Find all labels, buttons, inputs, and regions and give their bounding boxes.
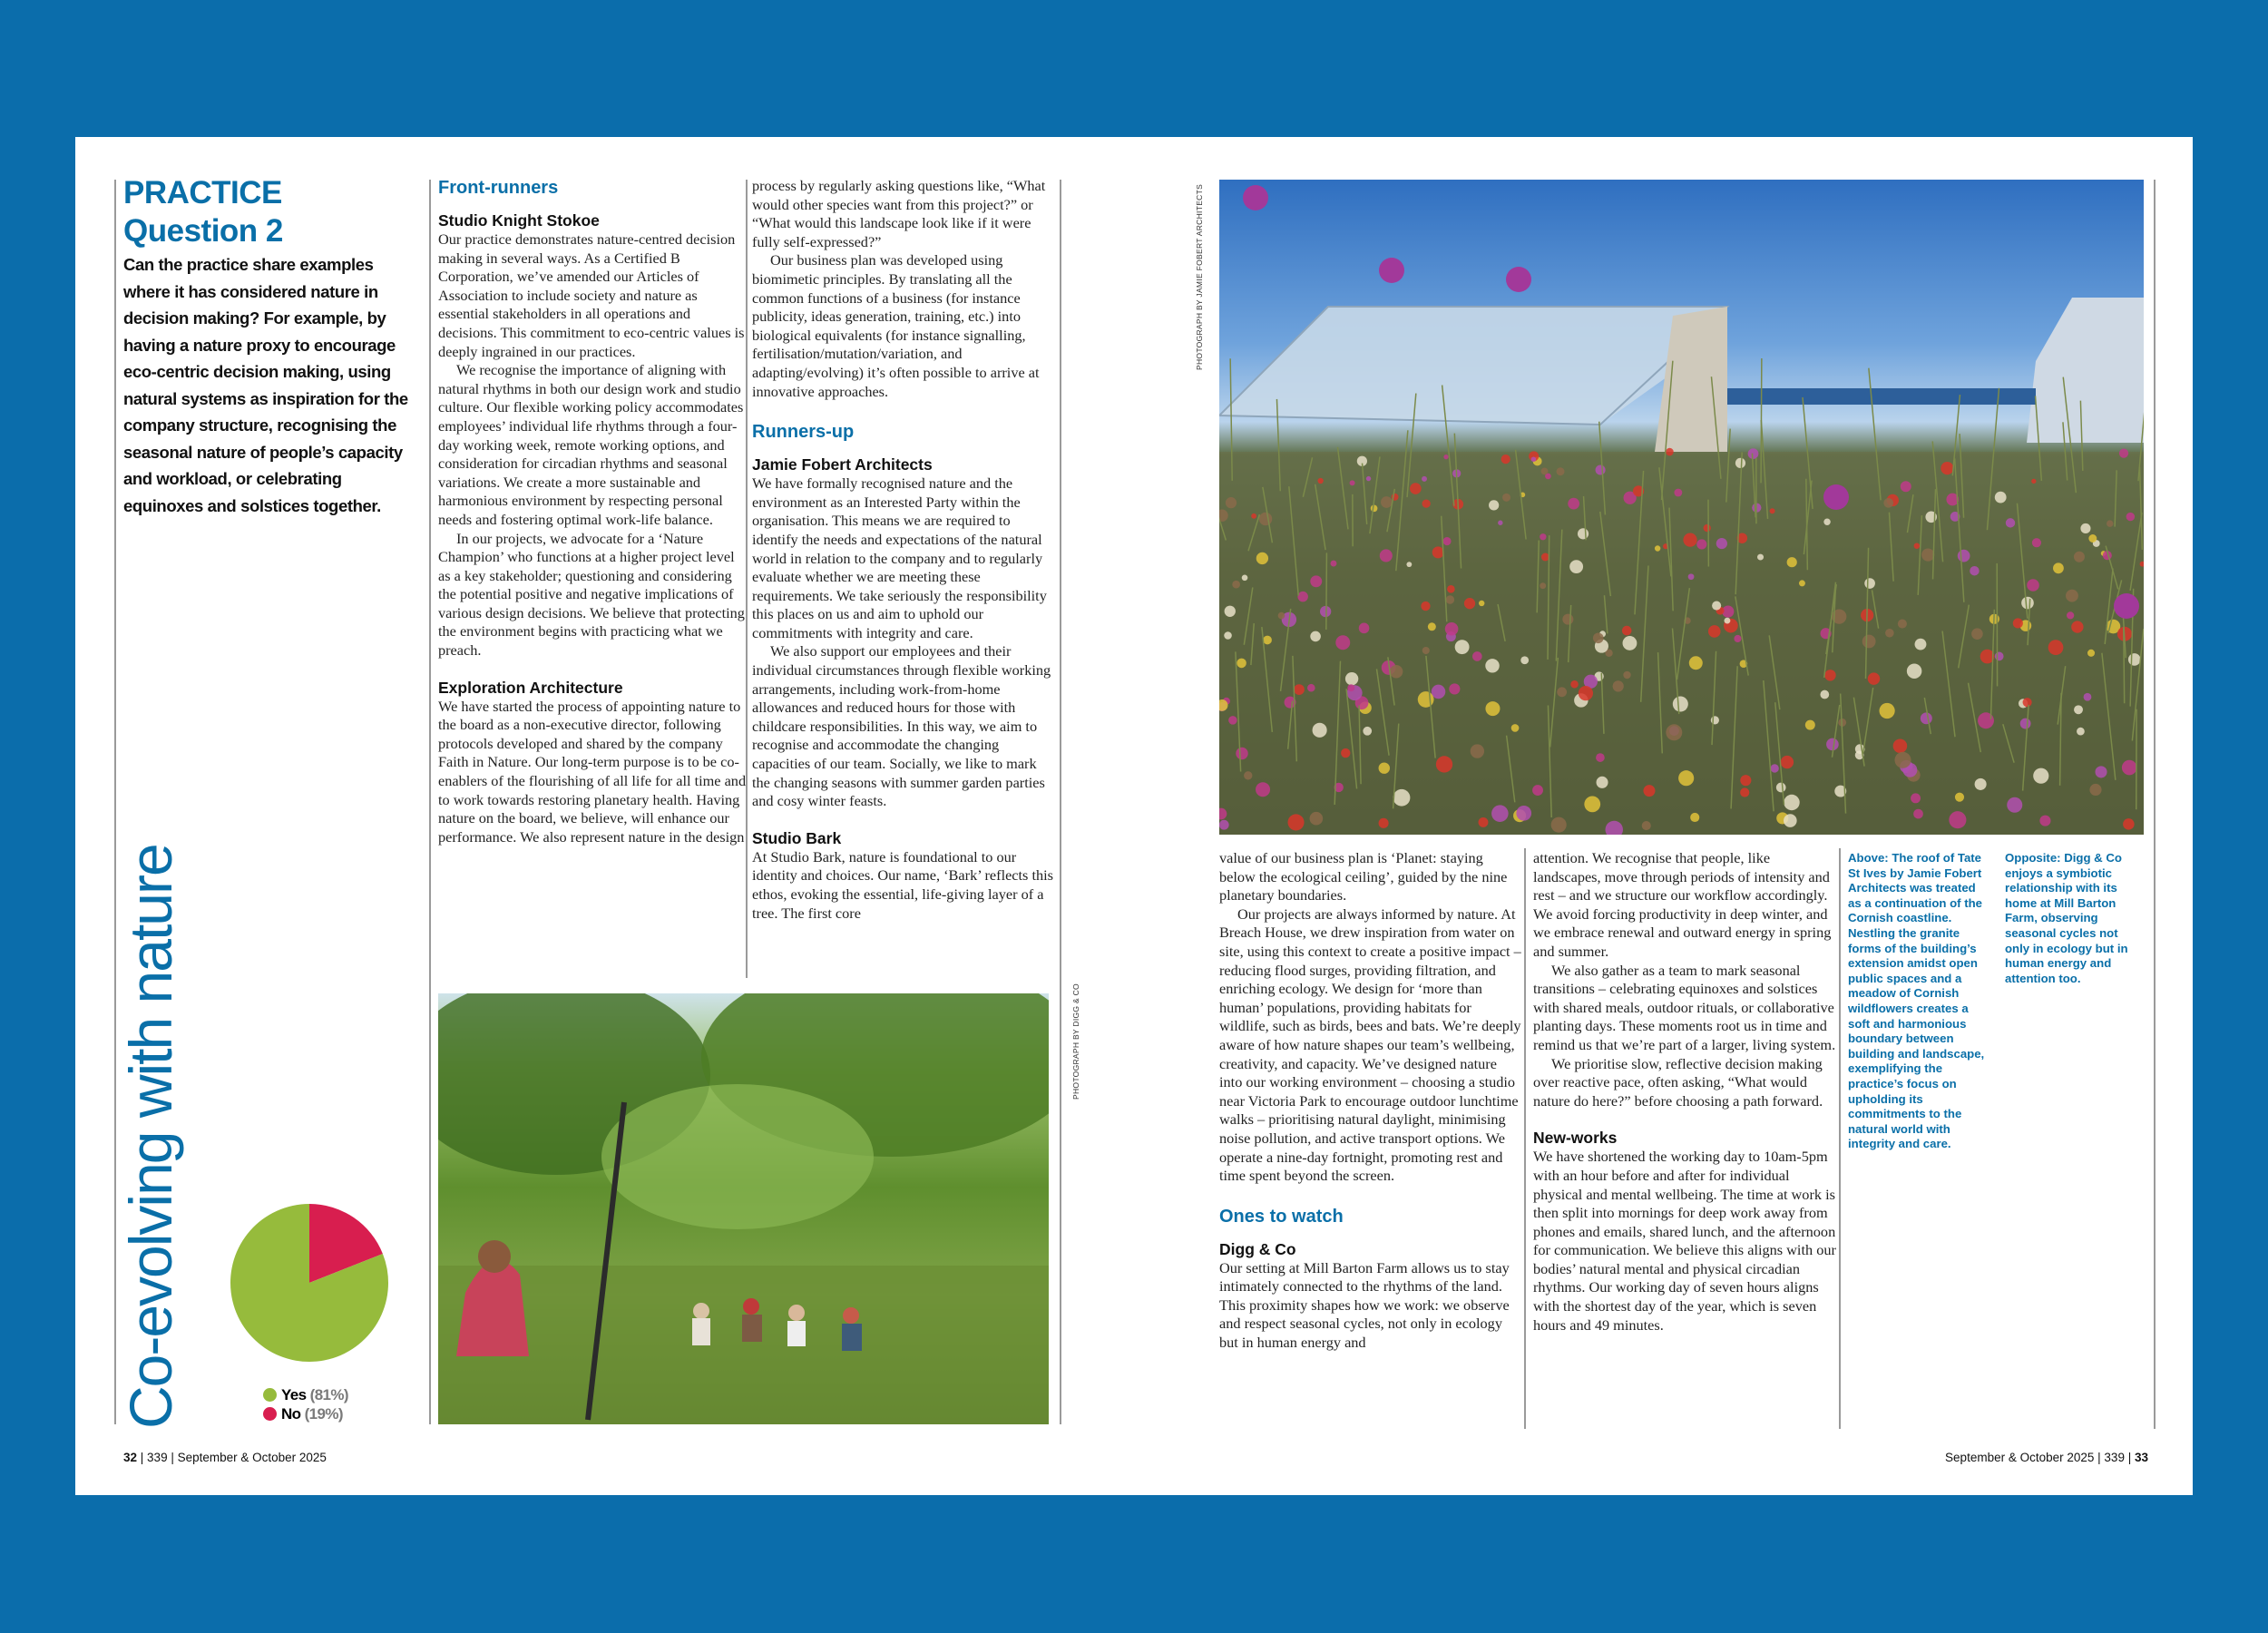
flower-mark — [1824, 670, 1835, 680]
flower-mark — [1921, 712, 1932, 724]
flower-mark — [1236, 748, 1247, 759]
issue-date: September & October 2025 — [177, 1451, 327, 1464]
body-paragraph: Our practice demonstrates nature-centred decision making in several ways. As a Certified B Corporation, we’ve amended our Articles of Association to include society and nature as essential stakeholders in all operations and decisions. This commitment to eco-centric values is deeply ingrained in our practices. — [438, 230, 745, 360]
body-paragraph: Our projects are always informed by nature. At Breach House, we drew inspiration from water on site, using this context to create a positive impact – reducing flood surges, providing filtration, and enriching ecology. We design for ‘more than human’ populations, providing habitats for wildlife, such as birds, bees and bats. We’re deeply aware of how nature shapes our team’s wellbeing, creativity, and capacity. We’ve designed nature into our working environment – choosing a studio near Victoria Park to encourage outdoor lunchtime walks – prioritising natural daylight, minimising noise pollution, and active transport options. We operate a nine-day fortnight, promoting rest and time spent beyond the screen. — [1219, 905, 1521, 1185]
flower-mark — [2023, 698, 2032, 707]
legend-percent: (81%) — [309, 1386, 348, 1403]
photo-scene — [1219, 180, 2144, 835]
flower-mark — [1244, 771, 1252, 779]
practice-name: Exploration Architecture — [438, 678, 623, 697]
flower-mark — [1622, 626, 1632, 636]
flower-mark — [1359, 623, 1370, 634]
flower-mark — [1232, 581, 1240, 589]
flower-mark — [2033, 768, 2048, 784]
flower-mark — [1516, 806, 1531, 821]
photo-digg-team-outdoors — [438, 993, 1049, 1424]
flower-mark — [1445, 622, 1459, 636]
legend-percent: (19%) — [304, 1405, 343, 1423]
footer-left: 32 | 339 | September & October 2025 — [123, 1451, 327, 1464]
flower-mark — [1491, 805, 1509, 822]
flower-mark — [1955, 793, 1964, 802]
flower-mark — [1393, 789, 1411, 807]
flower-mark — [1740, 775, 1751, 786]
flower-mark — [1432, 685, 1446, 699]
flower-mark — [1568, 498, 1579, 510]
kicker: PRACTICE — [123, 175, 282, 210]
flower-mark — [1885, 629, 1894, 638]
flower-mark — [1596, 753, 1605, 762]
flower-mark — [1331, 561, 1337, 567]
page-number: 33 — [2134, 1451, 2148, 1464]
flower-mark — [1455, 640, 1470, 654]
flower-mark — [1472, 651, 1482, 661]
flower-mark — [1708, 625, 1721, 638]
flower-mark — [1907, 663, 1922, 679]
flower-mark — [1363, 727, 1372, 736]
flower-mark — [1259, 513, 1272, 525]
flower-mark — [1655, 545, 1660, 551]
flower-mark — [1712, 601, 1721, 611]
flower-mark — [1380, 549, 1393, 562]
flower-mark — [1310, 575, 1322, 587]
flower-mark — [2087, 650, 2095, 657]
question-text: Can the practice share examples where it has considered nature in decision making? For example, by having a nature proxy to encourage eco-centric decision making, using natural systems as inspiration for the company structure, recognising the seasonal nature of people’s capacity and workload, or celebrating equinoxes and solstices together. — [123, 255, 408, 515]
flower-mark — [1911, 793, 1921, 803]
flower-mark — [1422, 499, 1430, 507]
flower-mark — [1995, 492, 2007, 504]
flower-mark — [1287, 814, 1304, 830]
flower-mark — [1894, 752, 1911, 768]
flower-mark — [1428, 622, 1436, 631]
flower-mark — [1716, 538, 1727, 549]
practice-name: Digg & Co — [1219, 1239, 1296, 1258]
flower-mark — [1613, 680, 1624, 691]
flower-mark — [1864, 578, 1875, 589]
flower-mark — [1776, 783, 1786, 793]
legend-label: Yes — [281, 1386, 307, 1403]
body-paragraph: value of our business plan is ‘Planet: staying below the ecological ceiling’, guided by the nine planetary boundaries. — [1219, 849, 1508, 905]
flower-mark — [1479, 601, 1484, 606]
grass-stem — [2124, 627, 2125, 703]
flower-mark — [1310, 812, 1324, 826]
flower-mark — [1531, 456, 1537, 462]
practice-name: New-works — [1533, 1129, 1618, 1148]
flower-mark — [1711, 716, 1719, 724]
body-paragraph: We also gather as a team to mark seasonal transitions – celebrating equinoxes and solstices with shared meals, outdoor rituals, or collaborative planting days. These moments root us in time and remind us that we’re part of a larger, living system. — [1533, 961, 1836, 1053]
flower-mark — [1883, 498, 1893, 508]
flower-mark — [1446, 595, 1454, 603]
flower-mark — [1781, 756, 1794, 768]
flower-mark — [1297, 592, 1307, 601]
photo-credit-right: PHOTOGRAPH BY JAMIE FOBERT ARCHITECTS — [1195, 183, 1204, 370]
flower-mark — [1787, 557, 1797, 567]
body-paragraph: We prioritise slow, reflective decision making over reactive pace, often asking, “What would nature do here?” before choosing a path forward. — [1533, 1054, 1823, 1110]
flower-mark — [1225, 606, 1236, 617]
flower-mark — [1541, 468, 1549, 475]
chart-legend — [263, 1385, 348, 1423]
flower-mark — [1485, 701, 1500, 716]
flower-mark — [1643, 785, 1655, 797]
flower-mark — [1320, 606, 1331, 617]
body-paragraph: We also support our employees and their individual circumstances through flexible working arrangements, including work-from-home allowances and reduced hours for those with childcare responsibilities. In this way, we aim to recognise and accommodate the changing capacities of our team. Socially, we like to mark the changing seasons with summer garden parties and cosy winter feasts. — [752, 642, 1051, 810]
flower-mark — [1228, 716, 1237, 725]
photo-scene — [438, 993, 1049, 1424]
section-heading: Ones to watch — [1219, 1206, 1344, 1227]
flower-mark — [1520, 656, 1529, 664]
body-paragraph: We have shortened the working day to 10am-5pm with an hour before and after for individual physical and mental wellbeing. The time at work is then split into mornings for deep work away from phones and emails, shared lunch, and the afternoon for communication. We believe this aligns with our bodies’ natural mental and physical circadian rhythms. Our working day of seven hours aligns with the shortest day of the year, which is seven hours and 49 minutes. — [1533, 1148, 1836, 1334]
flower-mark — [2074, 552, 2085, 562]
flower-mark — [1406, 562, 1412, 567]
flower-mark — [1584, 797, 1600, 813]
flower-mark — [1366, 476, 1371, 481]
flower-mark — [2027, 579, 2039, 592]
flower-mark — [1914, 543, 1921, 549]
flower-mark — [2074, 705, 2083, 714]
flower-mark — [1313, 723, 1327, 738]
flower-mark — [1915, 639, 1927, 650]
page-number: 32 — [123, 1451, 138, 1464]
flower-mark — [1666, 724, 1682, 740]
flower-mark — [1826, 738, 1839, 751]
flower-mark — [1501, 455, 1510, 464]
flower-mark — [1432, 546, 1444, 558]
flower-mark — [1593, 632, 1604, 643]
flower-mark — [1540, 582, 1546, 589]
flower-mark — [1418, 691, 1434, 708]
flower-mark — [1805, 720, 1815, 730]
photo-tate-st-ives-roof-meadow — [1219, 180, 2144, 835]
section-heading: Runners-up — [752, 422, 855, 443]
legend-swatch — [263, 1388, 277, 1402]
flower-mark — [1690, 813, 1699, 822]
body-paragraph: In our projects, we advocate for a ‘Nature Champion’ who functions at a higher project level as a key stakeholder; questioning and considering the potential positive and negative implications of various design decisions. We believe that protecting the environment begins with practicing what we preach. — [438, 529, 745, 660]
flower-mark — [1436, 756, 1452, 772]
flower-mark — [2077, 728, 2085, 736]
flower-mark — [1422, 647, 1430, 654]
flower-mark — [2039, 816, 2050, 826]
flower-mark — [1688, 573, 1695, 580]
vertical-title: Co-evolving with nature — [117, 845, 184, 1429]
body-paragraph: Our setting at Mill Barton Farm allows us to stay intimately connected to the rhythms of the land. This proximity shapes how we work: we observe and respect seasonal cycles, not only in ecology but in human energy and — [1219, 1258, 1510, 1352]
flower-mark — [1421, 601, 1430, 611]
section-heading: Front-runners — [438, 178, 559, 198]
flower-mark — [2095, 766, 2107, 777]
flower-mark — [1770, 508, 1775, 513]
flower-mark — [1379, 818, 1389, 828]
flower-mark — [1949, 811, 1966, 828]
flower-mark — [2084, 693, 2092, 701]
flower-mark — [1485, 659, 1499, 672]
flower-mark — [1823, 519, 1830, 525]
flower-mark — [2020, 719, 2031, 729]
flower-mark — [2021, 597, 2034, 610]
text-column-3 — [1219, 849, 1521, 1430]
flower-mark — [1570, 680, 1579, 689]
flower-mark — [1443, 455, 1448, 459]
flower-mark — [1278, 612, 1286, 620]
flower-mark — [1673, 697, 1688, 712]
flower-mark — [2031, 479, 2036, 484]
flower-mark — [1970, 566, 1979, 575]
flower-mark — [1541, 553, 1549, 562]
legend-swatch — [263, 1407, 277, 1421]
body-paragraph: At Studio Bark, nature is foundational to our identity and choices. Our name, ‘Bark’ reflects this ethos, evoking the essential, life-giving layer of a tree. The first core — [752, 847, 1053, 922]
flower-mark — [2013, 618, 2023, 628]
flower-mark — [2089, 784, 2101, 796]
flower-mark — [1381, 496, 1393, 508]
text-column-1 — [438, 177, 748, 984]
flower-mark — [1256, 782, 1270, 797]
flower-mark — [2048, 640, 2064, 655]
flower-mark — [1868, 672, 1880, 684]
flower-mark — [1224, 631, 1232, 640]
flower-mark — [2088, 534, 2097, 543]
flower-mark — [1449, 683, 1460, 694]
issue-number: 339 — [147, 1451, 168, 1464]
flower-mark — [1242, 575, 1248, 582]
flower-mark — [1757, 554, 1764, 561]
flower-mark — [1347, 684, 1354, 691]
flower-mark — [1502, 494, 1510, 502]
flower-mark — [1569, 560, 1583, 573]
grass-stem — [1761, 358, 1762, 483]
flower-mark — [1623, 671, 1630, 679]
flower-mark — [2053, 562, 2064, 573]
column-rule — [2154, 180, 2156, 1429]
flower-mark — [2107, 520, 2113, 526]
flower-mark — [1226, 497, 1237, 508]
flower-mark — [1784, 814, 1797, 827]
practice-name: Jamie Fobert Architects — [752, 455, 933, 474]
flower-mark — [1294, 684, 1305, 695]
text-column-4 — [1533, 849, 1836, 1439]
flower-mark — [2067, 611, 2074, 619]
flower-mark — [1642, 821, 1651, 830]
flower-mark — [1921, 548, 1934, 561]
knapweed-flower — [1823, 484, 1849, 510]
issue-date: September & October 2025 — [1945, 1451, 2095, 1464]
pie-chart — [230, 1203, 389, 1363]
flower-mark — [1557, 467, 1565, 475]
photo-credit-left: PHOTOGRAPH BY DIGG & CO — [1071, 983, 1080, 1100]
caption-opposite: Opposite: Digg & Co enjoys a symbiotic relationship with its home at Mill Barton Farm, observing seasonal cycles not only in ecology but in human energy and attention too. — [2005, 851, 2128, 985]
footer-right: September & October 2025 | 339 | 33 — [1945, 1451, 2148, 1464]
flower-mark — [1578, 528, 1589, 539]
flower-mark — [1310, 631, 1321, 642]
flower-mark — [1958, 550, 1970, 562]
flower-mark — [1597, 777, 1608, 788]
flower-mark — [2126, 513, 2135, 521]
flower-mark — [1898, 620, 1907, 629]
flower-mark — [1748, 448, 1759, 459]
flower-mark — [1820, 690, 1829, 699]
flower-mark — [1479, 817, 1489, 827]
flower-mark — [1725, 618, 1731, 624]
body-paragraph: We have formally recognised nature and the environment as an Interested Party within the organisation. This means we are required to identify the needs and expectations of the natural world in relation to the company and to regularly evaluate whether we are meeting these requirements. We take seriously the responsibility this places on us and aim to uphold our commitments with integrity and care. — [752, 474, 1047, 641]
knapweed-flower — [1379, 258, 1404, 283]
flower-mark — [1256, 552, 1268, 564]
flower-mark — [1532, 785, 1543, 796]
question-number: Question 2 — [123, 213, 283, 249]
practice-name: Studio Knight Stokoe — [438, 211, 600, 230]
flower-mark — [1335, 635, 1350, 650]
body-paragraph: Our business plan was developed using biomimetic principles. By translating all the common functions of a business (for instance publicity, ideas generation, training, etc.) into biological equivalents (for instance signalling, fertilisation/mutation/variation, and adapting/evolving) it’s often possible to arrive at innovative approaches. — [752, 251, 1040, 400]
flower-mark — [1771, 764, 1779, 772]
body-paragraph: attention. We recognise that people, like landscapes, move through periods of intensity and rest – and we structure our workflow accordingly. We avoid forcing productivity in deep winter, and we embrace renewal and outward energy in spring and summer. — [1533, 849, 1832, 960]
flower-mark — [1251, 513, 1256, 519]
body-paragraph: We recognise the importance of aligning with natural rhythms in both our design work and studio culture. Our flexible working policy accommodates employees’ individual life rhythms through a four-day working week, remote working options, and consideration for circadian rhythms and seasonal variations. We create a more sustainable and harmonious environment by respecting personal needs and fostering optimal work-life balance. — [438, 361, 744, 528]
knapweed-flower — [1506, 267, 1531, 292]
flower-mark — [1471, 744, 1484, 758]
flower-mark — [2122, 760, 2137, 776]
flower-mark — [1893, 738, 1908, 753]
column-rule — [1524, 848, 1526, 1429]
flower-mark — [1447, 585, 1455, 593]
flower-mark — [1740, 787, 1749, 797]
practice-name: Studio Bark — [752, 828, 842, 847]
flower-mark — [1498, 521, 1502, 525]
flower-mark — [1350, 480, 1355, 485]
flower-mark — [1674, 489, 1682, 497]
flower-mark — [1971, 628, 1983, 640]
flower-mark — [1511, 724, 1520, 732]
flower-mark — [2080, 523, 2090, 533]
flower-mark — [1623, 636, 1637, 650]
column-rule — [1839, 848, 1841, 1429]
flower-mark — [2071, 621, 2083, 632]
flower-mark — [1975, 778, 1987, 790]
flower-mark — [2128, 653, 2141, 666]
flower-mark — [1689, 656, 1703, 670]
flower-mark — [1562, 614, 1573, 625]
flower-mark — [1704, 524, 1711, 532]
flower-mark — [1734, 635, 1741, 642]
flower-mark — [1237, 659, 1246, 669]
flower-mark — [1941, 462, 1953, 474]
flower-mark — [1410, 483, 1422, 494]
column-rule — [429, 180, 431, 1424]
knapweed-flower — [2114, 593, 2139, 619]
flower-mark — [1489, 500, 1499, 510]
flower-mark — [1317, 478, 1323, 484]
flower-mark — [1219, 820, 1229, 830]
flower-mark — [2006, 518, 2015, 527]
flower-mark — [1678, 770, 1694, 786]
text-column-2 — [752, 177, 1056, 984]
flower-mark — [1862, 635, 1876, 649]
flower-mark — [1551, 817, 1567, 833]
flower-mark — [1879, 703, 1894, 719]
legend-item-yes — [263, 1385, 348, 1404]
flower-mark — [1379, 762, 1390, 773]
flower-mark — [1464, 598, 1475, 609]
flower-mark — [1341, 748, 1350, 758]
issue-number: 339 — [2104, 1451, 2125, 1464]
flower-mark — [2066, 590, 2078, 602]
section-title — [123, 174, 423, 250]
flower-mark — [1901, 481, 1911, 492]
body-paragraph: process by regularly asking questions like, “What would other species want from this project?” or “What would this landscape look like if it were fully self-expressed?” — [752, 177, 1046, 250]
flower-mark — [1683, 533, 1696, 546]
flower-mark — [2032, 538, 2041, 547]
flower-mark — [2007, 797, 2022, 813]
flower-mark — [1696, 539, 1706, 549]
flower-mark — [1263, 636, 1272, 645]
flower-mark — [1913, 809, 1923, 819]
flower-mark — [1666, 448, 1674, 456]
legend-label: No — [281, 1405, 301, 1423]
flower-mark — [1735, 458, 1745, 468]
flower-mark — [1596, 464, 1606, 474]
flower-mark — [1579, 686, 1593, 700]
flower-mark — [1995, 652, 2004, 661]
body-paragraph: We have started the process of appointing nature to the board as a non-executive director, following protocols developed and shared by the company Faith in Nature. Our long-term purpose is to be co-enablers of the flourishing of all life for all time and to work towards restoring planetary health. Having nature on the board, we believe, will enhance our performance. We also represent nature in the design — [438, 697, 747, 846]
flower-mark — [1307, 684, 1315, 692]
flower-mark — [1390, 665, 1403, 679]
flower-mark — [1422, 476, 1427, 482]
grass-stem — [1326, 552, 1327, 630]
flower-mark — [1345, 672, 1358, 685]
flower-mark — [1442, 537, 1451, 545]
flower-mark — [2123, 818, 2135, 830]
caption-above: Above: The roof of Tate St Ives by Jamie Fobert Architects was treated as a continuation of the Cornish coastline. Nestling the granite forms of the building’s extension amidst open public spaces and a meadow of Cornish wildflowers creates a soft and harmonious boundary between building and landscape, exemplifying the practice’s focus on upholding its commitments to the natural world with integrity and care. — [1848, 851, 1985, 1151]
flower-mark — [2119, 448, 2128, 457]
flower-mark — [1784, 795, 1799, 810]
knapweed-flower — [1243, 185, 1268, 210]
flower-mark — [1540, 533, 1546, 540]
legend-item-no — [263, 1404, 348, 1423]
flower-mark — [1557, 687, 1567, 697]
column-rule — [1060, 180, 1061, 1424]
flower-mark — [1799, 580, 1805, 586]
